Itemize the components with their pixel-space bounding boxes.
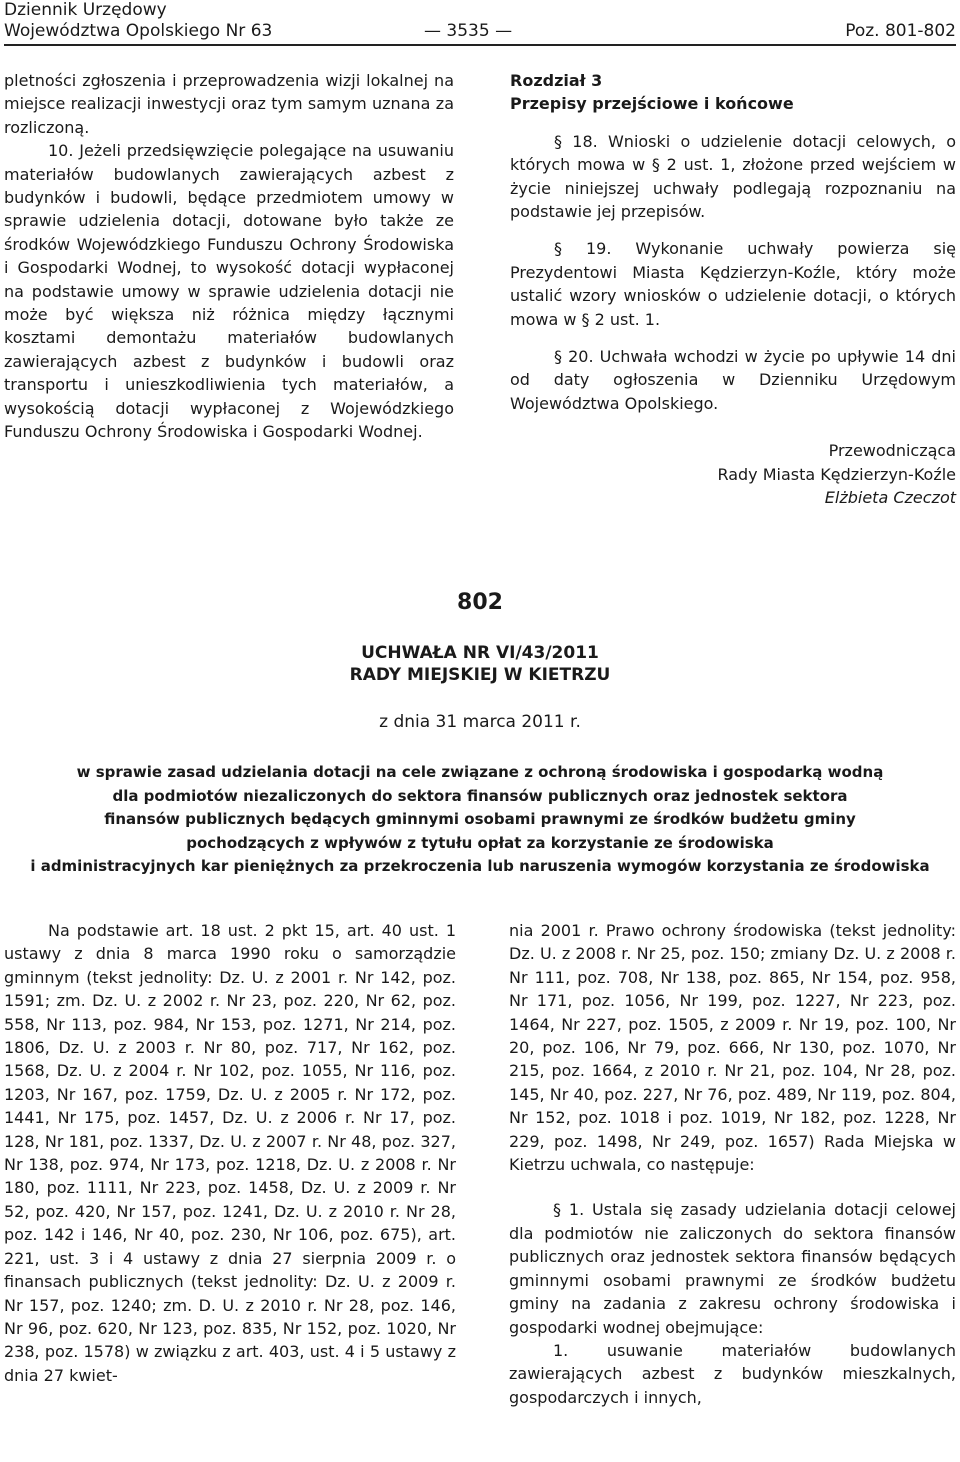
subject-line5: i administracyjnych kar pieniężnych za przekroczenia lub naruszenia wymogów korzystania ze środowiska	[30, 857, 930, 875]
legal-basis-continued: nia 2001 r. Prawo ochrony środowiska (tekst jednolity: Dz. U. z 2008 r. Nr 25, poz. 150; zmiany Dz. U. z 2008 r. Nr 111, poz. 708, Nr 138, poz. 865, Nr 154, poz. 958, Nr 171, poz. 1056, Nr 199, poz. 1227, Nr 223, poz. 1464, Nr 227, poz. 1505, z 2009 r. Nr 19, poz. 100, Nr 20, poz. 106, Nr 79, poz. 666, Nr 130, poz. 1070, Nr 215, poz. 1664, z 2010 r. Nr 21, poz. 104, Nr 28, poz. 145, Nr 40, poz. 227, Nr 76, poz. 489, Nr 119, poz. 804, Nr 152, poz. 1018 i poz. 1019, Nr 182, poz. 1228, Nr 229, poz. 1498, Nr 249, poz. 1657) Rada Miejska w Kietrzu uchwala, co następuje:	[509, 921, 956, 1175]
top-right-column	[510, 69, 956, 510]
bottom-right-column	[509, 919, 956, 1409]
chapter-number: Rozdział 3	[510, 71, 603, 90]
signature-name: Elżbieta Czeczot	[824, 488, 956, 508]
paragraph-10: 10. Jeżeli przedsięwzięcie polegające na usuwaniu materiałów budowlanych zawierających azbest z budynków i budowli, będące przedmiotem umowy w sprawie udzielenia dotacji, dotowane było także ze środków Wojewódzkiego Funduszu Ochrony Środowiska i Gospodarki Wodnej, to wysokość dotacji wypłaconej na podstawie umowy w sprawie udzielenia dotacji nie może być większa niż różnica między łącznymi kosztami demontażu materiałów budowlanych zawierających azbest z budynków i budowli oraz transportu i unieszkodliwienia tych materiałów, a wysokością dotacji wypłaconej z Wojewódzkiego Funduszu Ochrony Środowiska i Gospodarki Wodnej.	[4, 141, 454, 442]
position-number: Poz. 801-802	[845, 21, 956, 41]
section-18: § 18. Wnioski o udzielenie dotacji celowych, o których mowa w § 2 ust. 1, złożone przed wejściem w życie niniejszej uchwały podlegają rozpoznaniu na podstawie jej przepisów.	[510, 131, 956, 222]
bottom-left-column	[4, 919, 456, 1387]
act-title-line2: RADY MIEJSKIEJ W KIETRZU	[349, 665, 611, 685]
list-item-1: 1. usuwanie materiałów budowlanych zawierających azbest z budynków mieszkalnych, gospodarczych i innych,	[509, 1340, 956, 1407]
subject-line1: w sprawie zasad udzielania dotacji na cele związane z ochroną środowiska i gospodarką wodną	[76, 763, 884, 781]
signature-role: Przewodnicząca	[828, 441, 956, 461]
act-date: z dnia 31 marca 2011 r.	[379, 712, 581, 732]
page-header	[4, 0, 956, 42]
act-subject	[0, 761, 960, 879]
subject-line4: pochodzących z wpływów z tytułu opłat za korzystanie ze środowiska	[186, 833, 774, 852]
top-left-column	[4, 69, 454, 444]
act-number: 802	[457, 590, 503, 615]
paragraph-continuation: pletności zgłoszenia i przeprowadzenia wizji lokalnej na miejsce realizacji inwestycji oraz tym samym uznana za rozliczoną.	[4, 71, 454, 137]
chapter-title: Przepisy przejściowe i końcowe	[510, 94, 794, 114]
section-19: § 19. Wykonanie uchwały powierza się Prezydentowi Miasta Kędzierzyn-Koźle, który może ustalić wzory wniosków o udzielenie dotacji, o których mowa w § 2 ust. 1.	[510, 239, 956, 329]
journal-subtitle: Województwa Opolskiego Nr 63	[4, 21, 273, 41]
page-number: — 3535 —	[424, 21, 513, 41]
subject-line3: finansów publicznych będących gminnymi osobami prawnymi ze środków budżetu gminy	[104, 810, 856, 828]
section-20: § 20. Uchwała wchodzi w życie po upływie 14 dni od daty ogłoszenia w Dzienniku Urzędowym Województwa Opolskiego.	[510, 347, 956, 413]
signature-body: Rady Miasta Kędzierzyn-Koźle	[717, 464, 956, 484]
subject-line2: dla podmiotów niezaliczonych do sektora finansów publicznych oraz jednostek sektora	[112, 786, 848, 805]
legal-basis: Na podstawie art. 18 ust. 2 pkt 15, art. 40 ust. 1 ustawy z dnia 8 marca 1990 roku o samorządzie gminnym (tekst jednolity: Dz. U. z 2001 r. Nr 142, poz. 1591; zm. Dz. U. z 2002 r. Nr 23, poz. 220, Nr 62, poz. 558, Nr 113, poz. 984, Nr 153, poz. 1271, Nr 214, poz. 1806, Dz. U. z 2003 r. Nr 80, poz. 717, Nr 162, poz. 1568, Dz. U. z 2004 r. Nr 102, poz. 1055, Nr 116, poz. 1203, Nr 167, poz. 1759, Dz. U. z 2005 r. Nr 172, poz. 1441, Nr 175, poz. 1457, Dz. U. z 2006 r. Nr 17, poz. 128, Nr 181, poz. 1337, Dz. U. z 2007 r. Nr 48, poz. 327, Nr 138, poz. 974, Nr 173, poz. 1218, Dz. U. z 2008 r. Nr 180, poz. 1111, Nr 223, poz. 1458, Dz. U. z 2009 r. Nr 52, poz. 420, Nr 157, poz. 1241, Dz. U. z 2010 r. Nr 28, poz. 142 i 146, Nr 40, poz. 230, Nr 106, poz. 675), art. 221, ust. 3 i 4 ustawy z dnia 27 sierpnia 2009 r. o finansach publicznych (tekst jednolity: Dz. U. z 2009 r. Nr 157, poz. 1240; zm. D. U. z 2010 r. Nr 28, poz. 146, Nr 96, poz. 620, Nr 123, poz. 835, Nr 152, poz. 1020, Nr 238, poz. 1578) w związku z art. 403, ust. 4 i 5 ustawy z dnia 27 kwiet-	[4, 921, 456, 1385]
header-divider	[4, 44, 956, 46]
journal-title: Dziennik Urzędowy	[4, 0, 167, 20]
act-title	[0, 642, 960, 686]
act-title-line1: UCHWAŁA NR VI/43/2011	[361, 643, 599, 663]
section-1: § 1. Ustala się zasady udzielania dotacji celowej dla podmiotów nie zaliczonych do sektora finansów publicznych oraz jednostek sektora finansów będących gminnymi osobami prawnymi ze środków budżetu gminy na zadania z zakresu ochrony środowiska i gospodarki wodnej obejmujące:	[509, 1200, 956, 1337]
